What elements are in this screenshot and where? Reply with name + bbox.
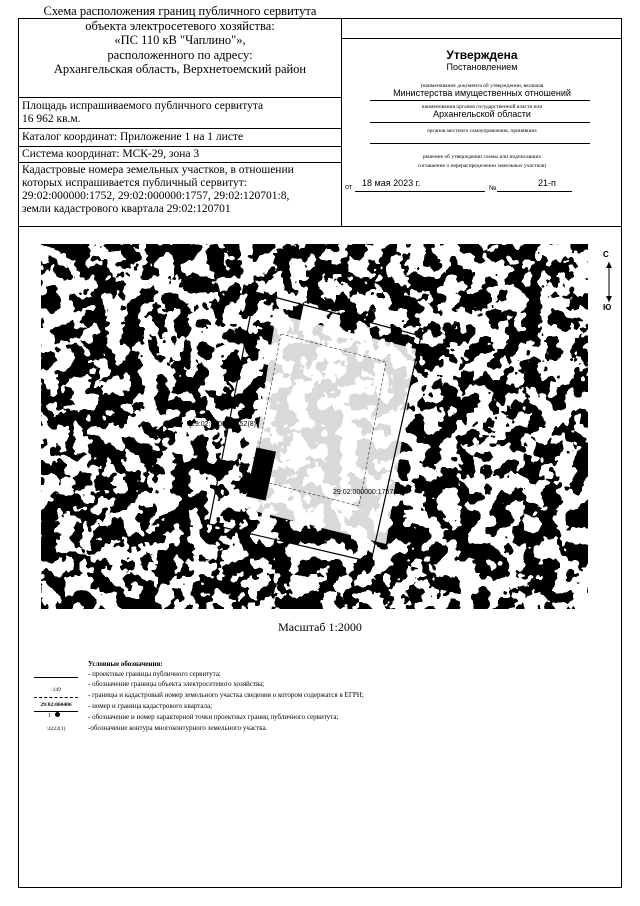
rule: [18, 146, 341, 147]
legend-symbol-contour: :4222(1): [46, 726, 66, 732]
rule: [370, 100, 590, 101]
scheme-title: [18, 4, 342, 77]
ministry-name: Министерства имущественных отношений: [393, 88, 571, 98]
date-prefix: от: [345, 184, 352, 191]
rule: [370, 122, 590, 123]
rule: [370, 143, 590, 144]
cadastral-line-2: которых испрашивается публичный сервитут:: [22, 177, 247, 189]
rule: [18, 162, 341, 163]
approval-note-4: решение об утверждении схемы или подписавших: [422, 154, 542, 160]
parcel-label-right: 29:02:000000:1757(2): [333, 489, 402, 496]
approval-title: Утверждена: [446, 48, 518, 62]
legend-item-1: - проектные границы публичного сервитута;: [88, 670, 221, 678]
legend-symbol-parcel-line: [34, 697, 78, 698]
region-name: Архангельской области: [433, 109, 531, 119]
point-marker-icon: [55, 712, 60, 717]
cadastral-line-1: Кадастровые номера земельных участков, в отношении: [22, 164, 294, 176]
legend-item-2: - обозначение границы объекта электросетевого хозяйства;: [88, 680, 265, 688]
approval-number: 21-п: [538, 178, 556, 188]
coord-system-text: Система координат: МСК-29, зона 3: [22, 148, 200, 160]
rule: [18, 97, 341, 98]
rule: [18, 226, 622, 227]
area-block: [22, 100, 263, 126]
cadastral-line-3: 29:02:000000:1752, 29:02:000000:1757, 29:02:120701:8,: [22, 190, 290, 202]
approval-block: [342, 48, 622, 73]
compass-north: С: [603, 250, 609, 259]
legend-item-5: - обозначение и номер характерной точки проектных границ публичного сервитута;: [88, 713, 339, 721]
legend-item-3: - границы и кадастровый номер земельного участка сведения о котором содержатся в ЕГРН;: [88, 691, 364, 699]
cadastral-line-4: земли кадастрового квартала 29:02:120701: [22, 203, 231, 215]
title-line-5: Архангельская область, Верхнетоемский район: [53, 62, 307, 76]
number-prefix: №: [489, 185, 497, 192]
title-line-2: объекта электросетевого хозяйства:: [85, 18, 275, 33]
legend-title: Условные обозначения:: [88, 660, 163, 668]
orthophoto-map: [41, 244, 588, 609]
rule: [342, 38, 622, 39]
map-scale: Масштаб 1:2000: [278, 620, 362, 634]
area-value: 16 962 кв.м.: [22, 113, 81, 125]
approval-date: 18 мая 2023 г.: [362, 178, 421, 188]
clearing-area: [246, 314, 416, 544]
legend-symbol-servitude-line: [34, 677, 78, 678]
approval-note-3: органов местного самоуправления, принявших: [426, 128, 538, 134]
approval-subtitle: Постановлением: [446, 62, 518, 72]
approval-note-5: соглашение о перераспределении земельных участков): [417, 163, 547, 169]
rule: [355, 191, 485, 192]
title-line-3: «ПС 110 кВ "Чаплино"»,: [114, 33, 246, 47]
rule: [18, 128, 341, 129]
compass-south: Ю: [603, 303, 612, 312]
parcel-label-left: 29:02:00000:1752(8): [191, 421, 256, 428]
approval-note-1: (наименование документа об утверждении, включая: [420, 83, 544, 89]
title-line-4: расположенного по адресу:: [107, 47, 253, 62]
legend-item-6: -обозначение контура многоконтурного земельного участка.: [88, 724, 268, 732]
area-label: Площадь испрашиваемого публичного сервитута: [22, 100, 264, 112]
approval-note-2: наименования органов государственной власти или: [421, 104, 543, 110]
legend-point-number: 1: [48, 713, 51, 719]
rule: [497, 191, 572, 192]
north-arrow-icon: [606, 262, 612, 302]
legend-symbol-quarter: 29:02:060406: [40, 702, 72, 708]
title-line-1: Схема расположения границ публичного сервитута: [43, 4, 317, 18]
legend-symbol-point: [48, 712, 60, 719]
cadastral-block: [22, 164, 294, 216]
legend-item-4: - номер и граница кадастрового квартала;: [88, 702, 213, 710]
legend-symbol-parcel: :149: [51, 687, 61, 693]
catalog-text: Каталог координат: Приложение 1 на 1 листе: [22, 131, 244, 143]
